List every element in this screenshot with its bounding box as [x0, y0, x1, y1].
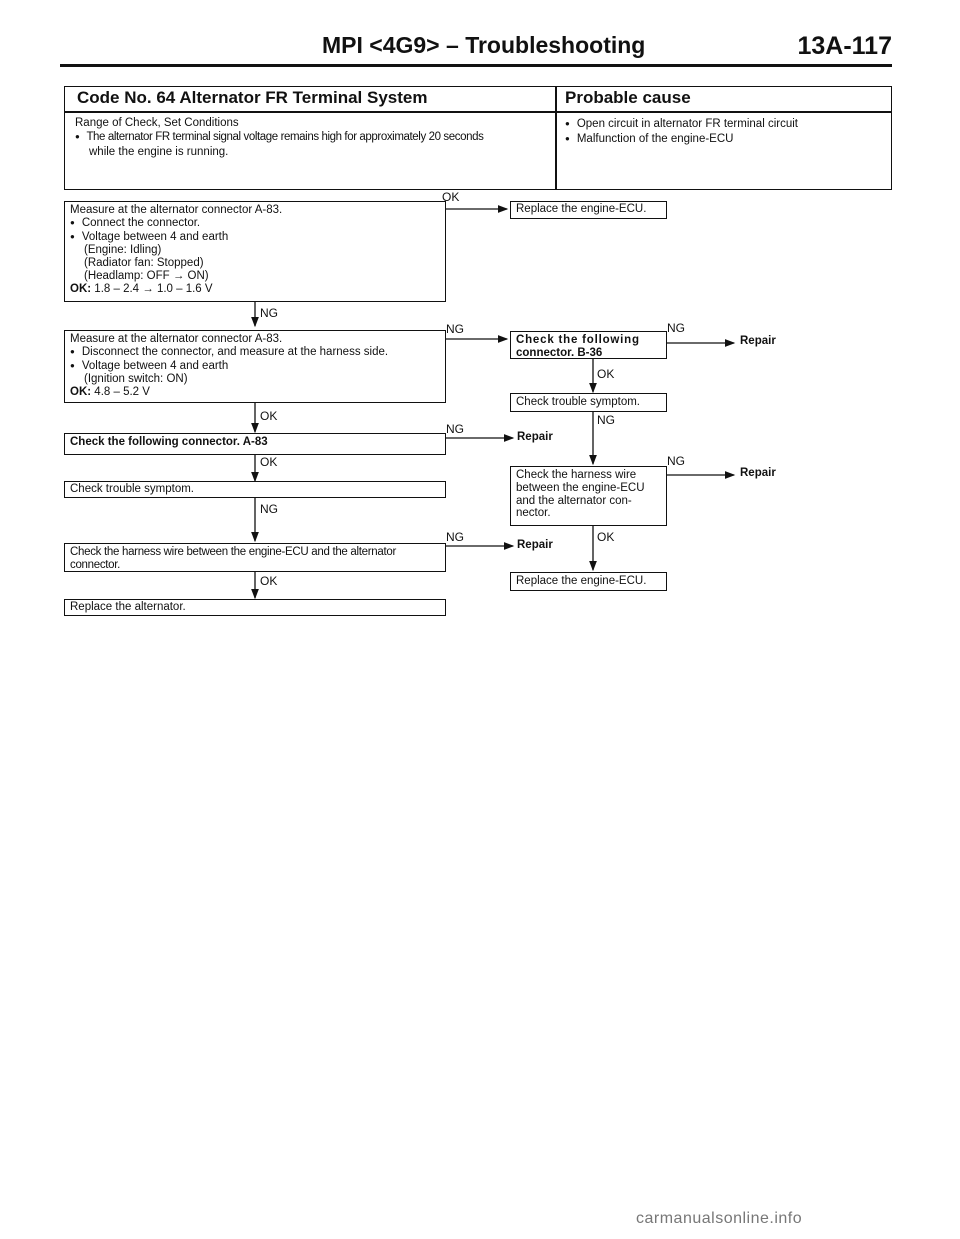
ok-criteria-value: 4.8 – 5.2 V [94, 386, 150, 399]
step-text: Check the following connector. A-83 [70, 436, 268, 448]
ok-label: OK [260, 409, 278, 423]
ok-criteria-value: 1.8 – 2.4 → 1.0 – 1.6 V [94, 282, 213, 295]
step-text: Check trouble symptom. [70, 483, 194, 495]
step-line: (Headlamp: OFF → ON) [84, 269, 209, 282]
step-text: Check the harness wire between the engine-ECU and the alternator con-nector. [516, 469, 645, 520]
step-text: Check trouble symptom. [516, 396, 640, 408]
step-measure-disconnected [64, 330, 446, 403]
step-replace-alternator [64, 599, 446, 616]
ok-label: OK [597, 367, 615, 381]
ng-label: NG [667, 321, 685, 335]
ok-label: OK [260, 574, 278, 588]
probable-cause-title: Probable cause [565, 88, 691, 107]
step-line: (Radiator fan: Stopped) [84, 257, 204, 270]
step-check-harness-right [510, 466, 667, 526]
repair-label: Repair [740, 335, 776, 347]
step-line: Check the following [516, 334, 640, 346]
step-check-connector-b36 [510, 331, 667, 359]
page-number: 13A-117 [797, 32, 892, 60]
step-line: (Ignition switch: ON) [84, 373, 188, 386]
page-title: MPI <4G9> – Troubleshooting [322, 32, 646, 58]
ng-label: NG [667, 454, 685, 468]
repair-label: Repair [517, 539, 553, 551]
step-line: ● Voltage between 4 and earth [70, 231, 440, 245]
step-check-connector-a83 [64, 433, 446, 455]
step-check-harness [64, 543, 446, 572]
condition-line: ● The alternator FR terminal signal voltage remains high for approximately 20 seconds [75, 130, 551, 145]
condition-line: while the engine is running. [89, 146, 229, 158]
ok-label: OK [597, 530, 615, 544]
ng-label: NG [260, 306, 278, 320]
step-line: Measure at the alternator connector A-83. [70, 204, 283, 216]
ok-criteria-label: OK: [70, 282, 92, 295]
result-replace-ecu [510, 201, 667, 219]
step-check-symptom-right [510, 393, 667, 412]
result-replace-ecu-final [510, 572, 667, 591]
range-label: Range of Check, Set Conditions [75, 117, 239, 129]
ng-label: NG [446, 322, 464, 336]
cause-item: ● Open circuit in alternator FR terminal circuit [565, 117, 885, 132]
step-text: Replace the alternator. [70, 601, 186, 613]
ng-label: NG [260, 502, 278, 516]
step-line: ● Connect the connector. [70, 217, 440, 231]
ng-label: NG [446, 530, 464, 544]
ok-criteria-label: OK: [70, 386, 92, 399]
step-line: ● Voltage between 4 and earth [70, 360, 440, 374]
code-title: Code No. 64 Alternator FR Terminal System [77, 88, 428, 107]
cause-item: ● Malfunction of the engine-ECU [565, 132, 885, 147]
step-measure-connected [64, 201, 446, 302]
step-check-symptom [64, 481, 446, 498]
step-text: Check the harness wire between the engine-ECU and the alternator connector. [70, 546, 397, 571]
step-line: ● Disconnect the connector, and measure at the harness side. [70, 346, 440, 360]
ng-label: NG [446, 422, 464, 436]
ng-label: NG [597, 413, 615, 427]
step-line: (Engine: Idling) [84, 244, 162, 257]
step-text: Replace the engine-ECU. [516, 575, 647, 587]
step-line: Measure at the alternator connector A-83. [70, 333, 283, 345]
step-text: Replace the engine-ECU. [516, 203, 647, 215]
repair-label: Repair [517, 431, 553, 443]
repair-label: Repair [740, 467, 776, 479]
ok-label: OK [260, 455, 278, 469]
ok-label: OK [442, 190, 460, 204]
step-line: connector. B-36 [516, 346, 603, 359]
watermark: carmanualsonline.info [636, 1210, 803, 1227]
